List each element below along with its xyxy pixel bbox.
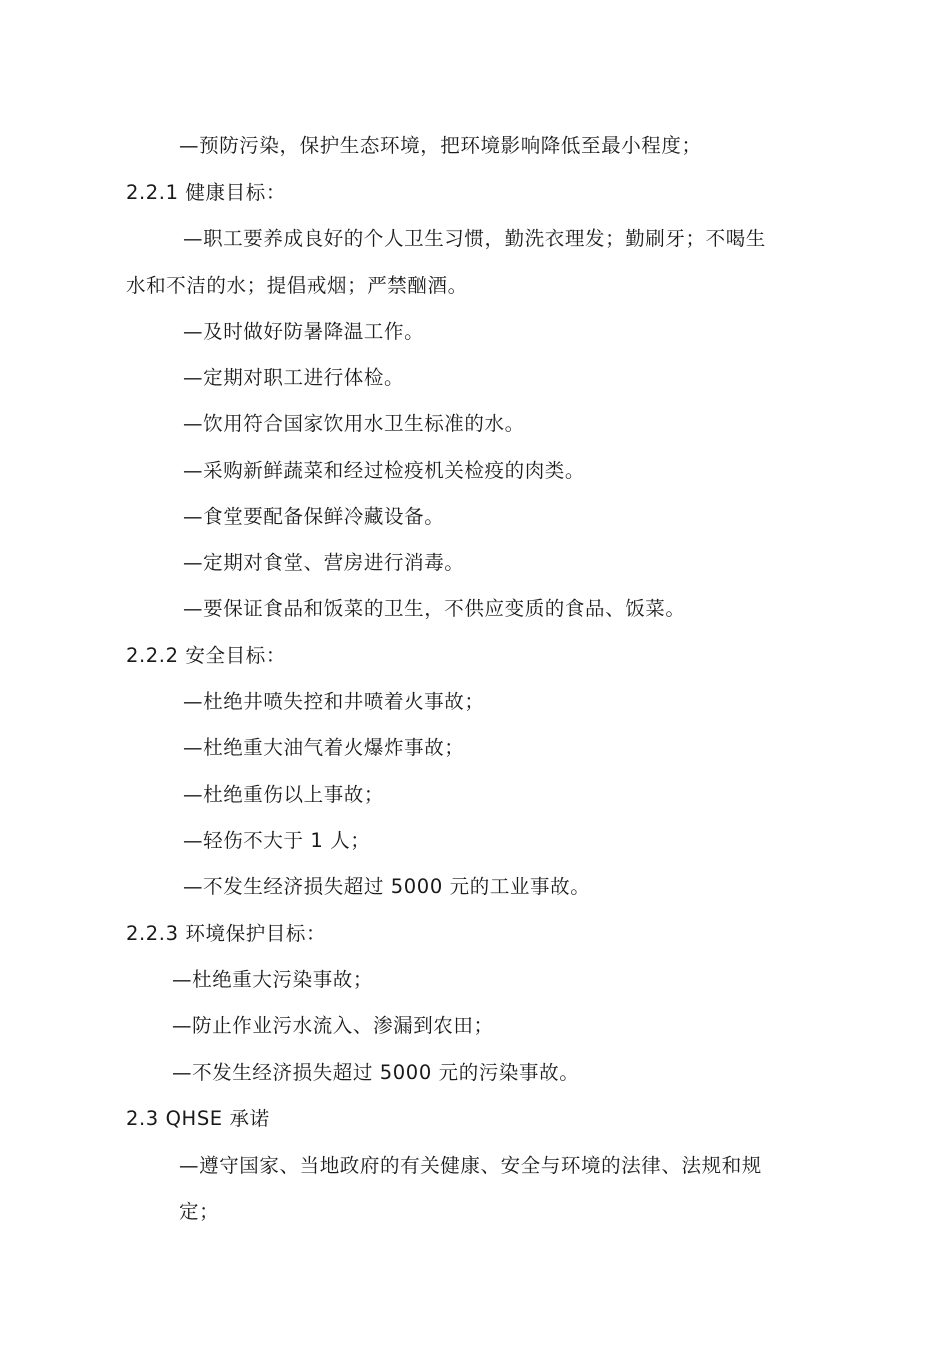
- heading-health-goals: 2.2.1 健康目标：: [126, 181, 286, 204]
- list-item-health-disinfection: —定期对食堂、营房进行消毒。: [183, 551, 465, 574]
- list-item-safety-blowout: —杜绝井喷失控和井喷着火事故；: [183, 690, 485, 713]
- list-item-safety-minor-injury: —轻伤不大于 1 人；: [183, 829, 371, 852]
- heading-environment-goals: 2.2.3 环境保护目标：: [126, 922, 327, 945]
- list-item-health-checkup: —定期对职工进行体检。: [183, 366, 405, 389]
- list-item-health-food-safety: —要保证食品和饭菜的卫生，不供应变质的食品、饭菜。: [183, 597, 686, 620]
- list-item-env-wastewater: —防止作业污水流入、渗漏到农田；: [172, 1014, 494, 1037]
- heading-safety-goals: 2.2.2 安全目标：: [126, 644, 286, 667]
- list-item-health-water: —饮用符合国家饮用水卫生标准的水。: [183, 412, 525, 435]
- list-item-commitment-laws-cont: 定；: [179, 1200, 220, 1223]
- list-item-health-hygiene-cont: 水和不洁的水；提倡戒烟；严禁酗酒。: [126, 274, 468, 297]
- list-item-safety-loss: —不发生经济损失超过 5000 元的工业事故。: [183, 875, 591, 898]
- list-item-health-heat: —及时做好防暑降温工作。: [183, 320, 425, 343]
- list-item-commitment-laws: —遵守国家、当地政府的有关健康、安全与环境的法律、法规和规: [179, 1154, 762, 1177]
- list-item-safety-injury: —杜绝重伤以上事故；: [183, 783, 385, 806]
- list-item-env-pollution: —杜绝重大污染事故；: [172, 968, 374, 991]
- list-item-safety-explosion: —杜绝重大油气着火爆炸事故；: [183, 736, 465, 759]
- list-item-env-loss: —不发生经济损失超过 5000 元的污染事故。: [172, 1061, 580, 1084]
- list-item-health-refrigeration: —食堂要配备保鲜冷藏设备。: [183, 505, 445, 528]
- list-item-health-hygiene: —职工要养成良好的个人卫生习惯，勤洗衣理发；勤刷牙；不喝生: [183, 227, 766, 250]
- list-item-health-food-purchase: —采购新鲜蔬菜和经过检疫机关检疫的肉类。: [183, 459, 586, 482]
- list-item-pollution-prevention: —预防污染，保护生态环境，把环境影响降低至最小程度；: [179, 134, 702, 157]
- heading-qhse-commitment: 2.3 QHSE 承诺: [126, 1107, 270, 1130]
